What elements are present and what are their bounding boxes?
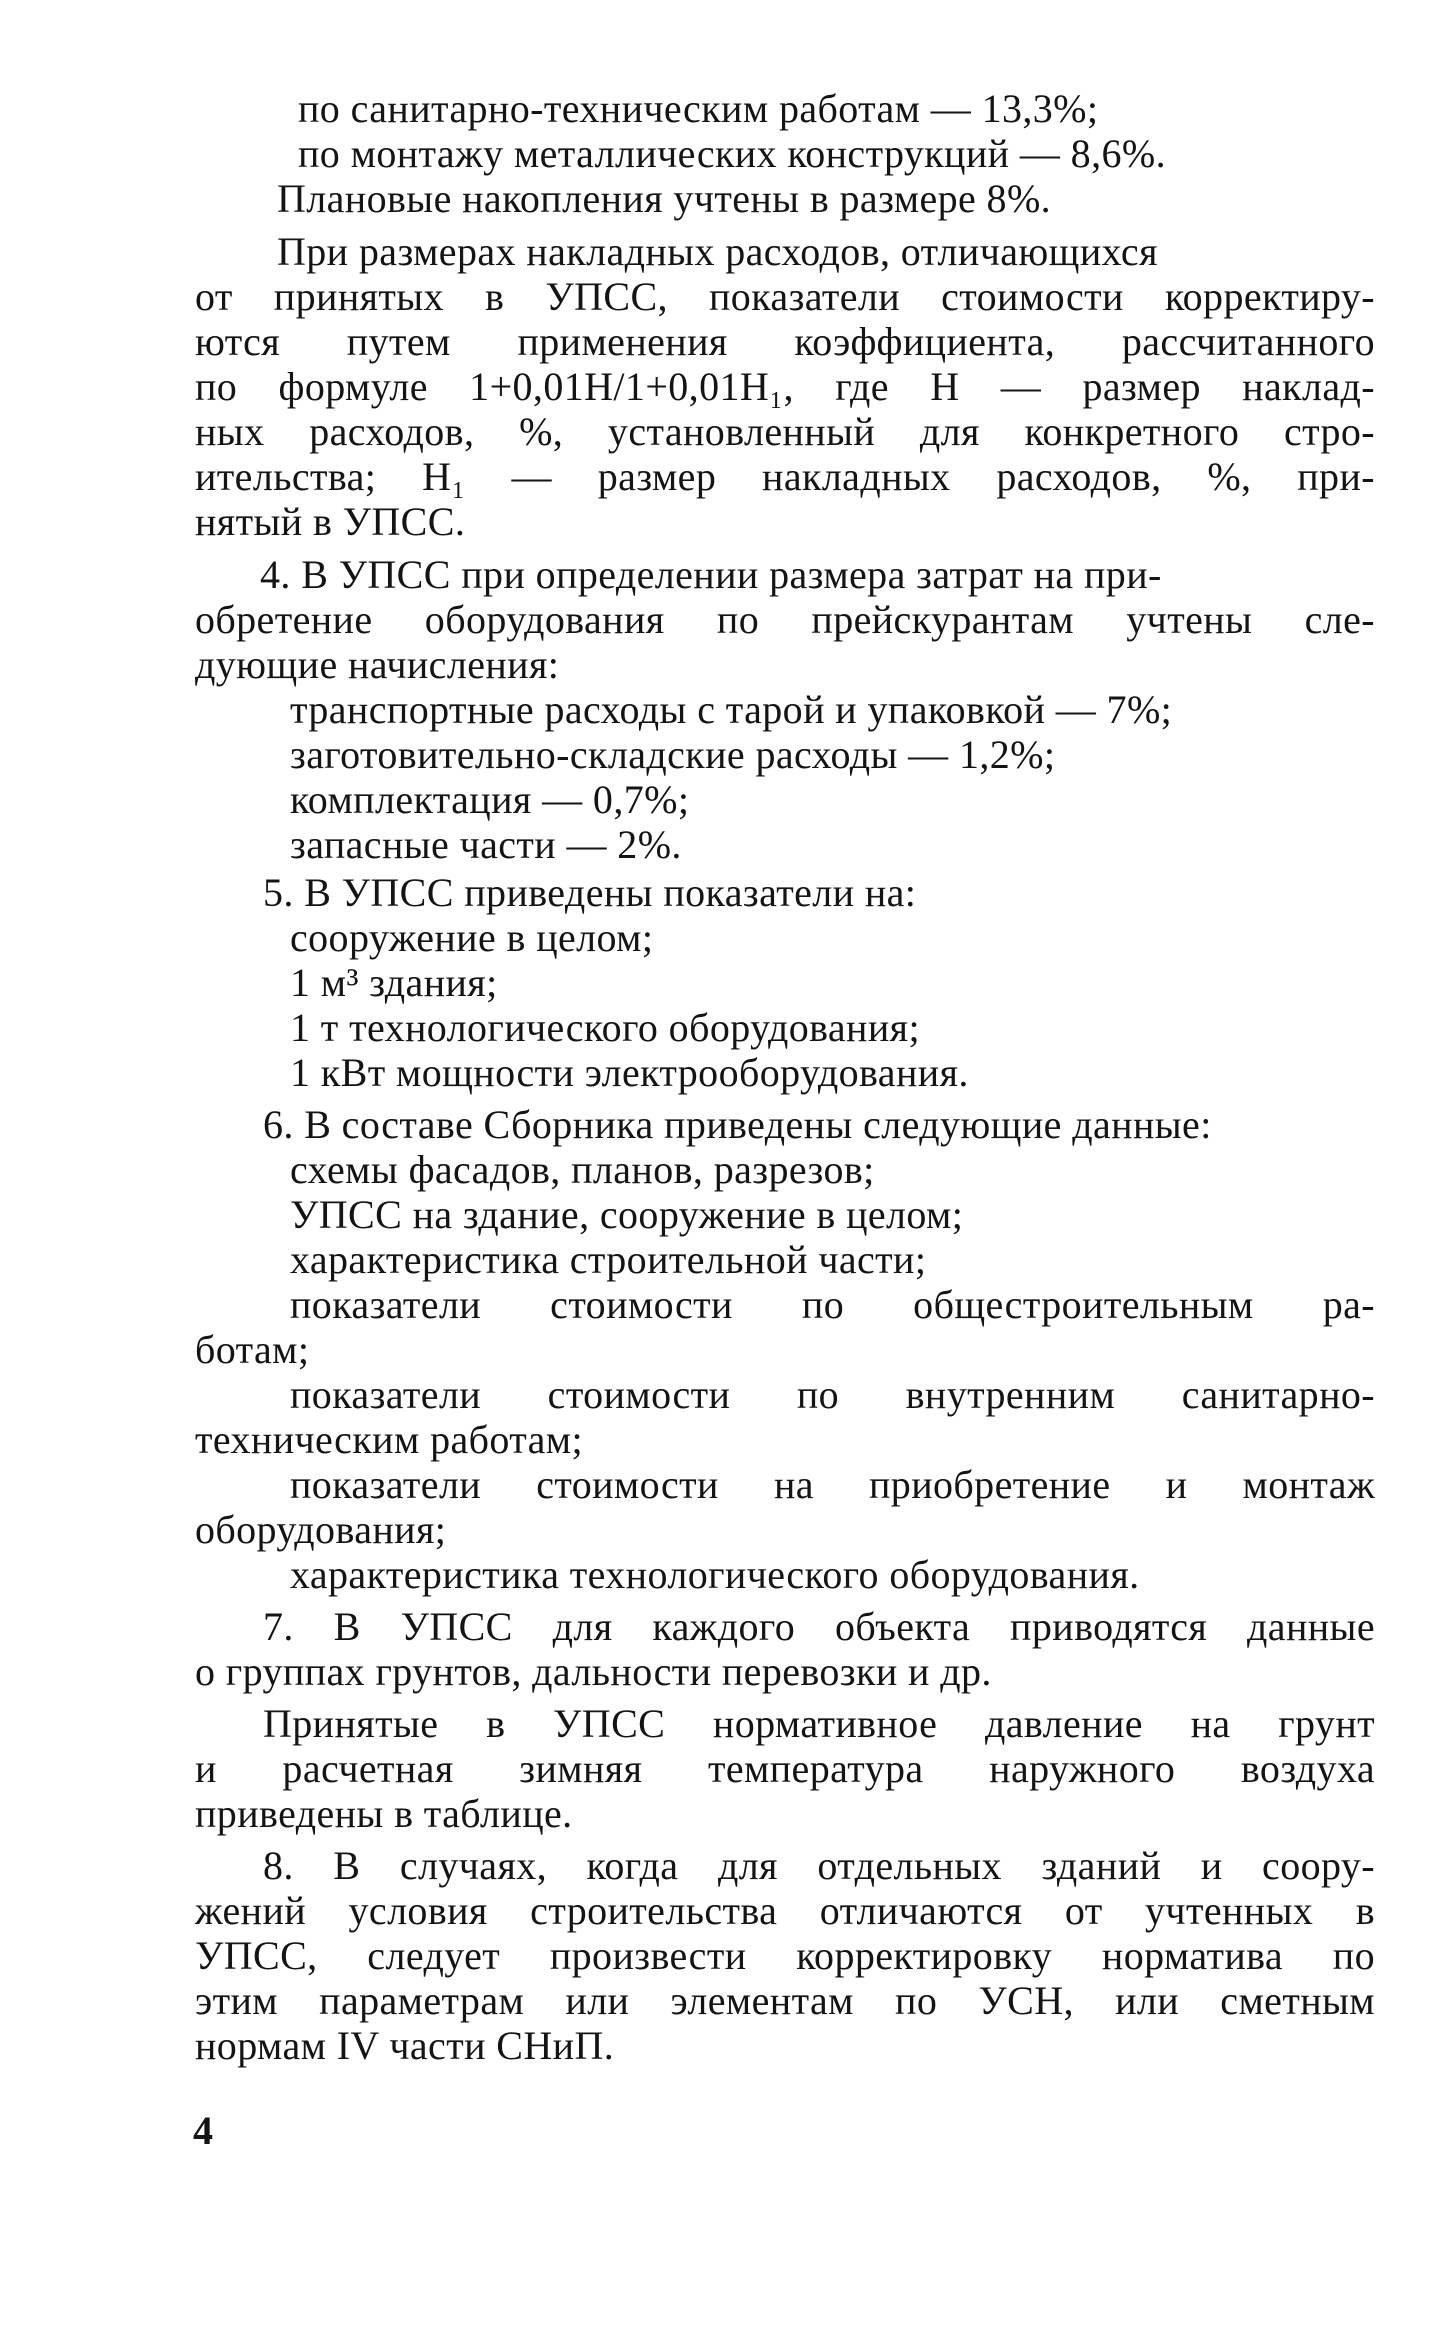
text-line: ботам; [195,1327,310,1372]
text-line: заготовительно-складские расходы — 1,2%; [290,732,1056,777]
text-line: 5. В УПСС приведены показатели на: [263,870,917,915]
text-line: схемы фасадов, планов, разрезов; [290,1147,875,1192]
text-line: техническим работам; [195,1417,584,1462]
text-line: этим параметрам или элементам по УСН, или сметным [195,1978,1375,2023]
text-line: сооружение в целом; [290,915,654,960]
text-line: 7. В УПСС для каждого объекта приводятся данные [263,1604,1375,1649]
text-line: по формуле 1+0,01Н/1+0,01Н₁, где Н — размер наклад- [195,364,1375,409]
text-line: показатели стоимости по общестроительным ра- [290,1282,1375,1327]
text-line: нятый в УПСС. [195,499,466,544]
text-line: Принятые в УПСС нормативное давление на грунт [263,1701,1375,1746]
text-line: и расчетная зимняя температура наружного воздуха [195,1746,1375,1791]
text-line: 1 т технологического оборудования; [290,1005,920,1050]
text-line: комплектация — 0,7%; [290,777,690,822]
text-line: ных расходов, %, установленный для конкретного стро- [195,409,1375,454]
text-line: оборудования; [195,1507,447,1552]
text-line: 1 кВт мощности электрооборудования. [290,1050,969,1095]
text-line: показатели стоимости по внутренним санитарно- [290,1372,1375,1417]
page-number: 4 [193,2108,213,2153]
text-line: по монтажу металлических конструкций — 8,6%. [298,131,1166,176]
text-line: 1 м³ здания; [290,960,498,1005]
text-line: показатели стоимости на приобретение и монтаж [290,1462,1375,1507]
text-line: запасные части — 2%. [290,822,682,867]
text-line: характеристика строительной части; [290,1237,927,1282]
text-line: транспортные расходы с тарой и упаковкой — 7%; [290,687,1173,732]
text-line: нормам IV части СНиП. [195,2023,615,2068]
text-line: приведены в таблице. [195,1791,573,1836]
text-line: УПСС на здание, сооружение в целом; [290,1192,964,1237]
text-line: дующие начисления: [195,642,560,687]
text-line: о группах грунтов, дальности перевозки и др. [195,1649,992,1694]
text-line: 4. В УПСС при определении размера затрат на при- [260,552,1162,597]
text-line: 6. В составе Сборника приведены следующие данные: [263,1102,1212,1147]
text-line: по санитарно-техническим работам — 13,3%; [298,86,1099,131]
text-line: от принятых в УПСС, показатели стоимости корректиру- [195,274,1375,319]
text-line: 8. В случаях, когда для отдельных зданий и соору- [263,1843,1375,1888]
text-line: Плановые накопления учтены в размере 8%. [277,176,1052,221]
text-line: жений условия строительства отличаются от учтенных в [195,1888,1375,1933]
text-line: УПСС, следует произвести корректировку норматива по [195,1933,1375,1978]
text-line: обретение оборудования по прейскурантам учтены сле- [195,597,1375,642]
text-line: характеристика технологического оборудования. [290,1552,1140,1597]
text-line: При размерах накладных расходов, отличающихся [277,229,1158,274]
text-line: ются путем применения коэффициента, рассчитанного [195,319,1375,364]
text-line: ительства; Н₁ — размер накладных расходов, %, при- [195,454,1375,499]
